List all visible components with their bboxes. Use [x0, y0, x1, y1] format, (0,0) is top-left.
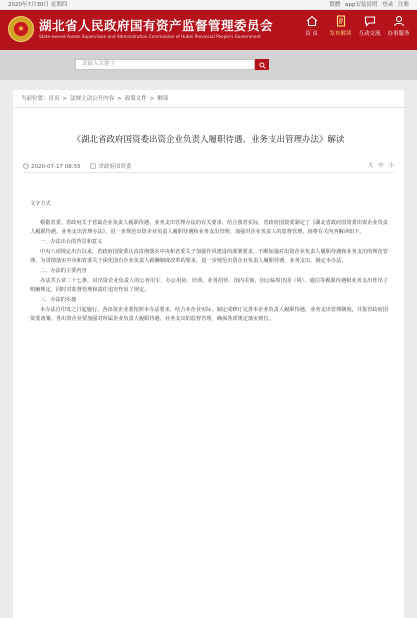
nav-release-interpretation[interactable] — [326, 15, 355, 37]
nav-home[interactable] — [297, 15, 326, 37]
article-paragraph: 本办法自印发之日起施行。各出资企业要按照本办法要求，结合本企业实际，制定或修订完善本企业负责人履职待遇、业务支出管理制度，并报省政府国资委备案。各出资企业要加强对所属企业负责人履职待遇、业务支出的监督管理，确保各项规定落实到位。 — [30, 307, 388, 322]
home-icon — [306, 15, 318, 27]
site-title: 湖北省人民政府国有资产监督管理委员会 — [39, 18, 274, 33]
breadcrumb-policy-docs[interactable]: 政策文件 — [124, 96, 147, 102]
font-size-small[interactable]: 小 — [388, 163, 394, 169]
current-date: 2020年7月30日 星期四 — [8, 2, 68, 8]
nav-release-interpretation-label: 发布解读 — [329, 31, 352, 37]
article-source: 省政府国资委 — [98, 164, 132, 170]
breadcrumb-separator: > — [117, 96, 122, 102]
publish-date: 2020-07-17 08:55 — [31, 164, 81, 170]
search-button[interactable] — [255, 59, 269, 70]
article-meta — [23, 162, 131, 170]
clock-icon — [23, 163, 29, 169]
chat-icon — [364, 15, 376, 27]
nav-interaction-label: 互动交流 — [358, 31, 381, 37]
search-input[interactable]: 请输入关键字 — [75, 59, 255, 70]
nav-home-label: 首 页 — [305, 31, 318, 37]
breadcrumb-separator: > — [62, 96, 68, 102]
breadcrumb-disclosure[interactable]: 法规主动公开内容 — [70, 96, 115, 102]
article-paragraph: 一、办法出台的背景和意义 — [40, 239, 103, 245]
nav-services-label: 办事服务 — [387, 31, 410, 37]
site-subtitle: State-owned Assets Supervision and Administration Commission of Hubei Provincial People's Government — [39, 34, 261, 39]
font-size-medium[interactable]: 中 — [378, 163, 384, 169]
text-mode-label: 文字方式 — [30, 201, 51, 207]
national-emblem-logo: ★ — [8, 16, 34, 42]
nav-services[interactable] — [384, 15, 413, 37]
service-icon — [393, 15, 405, 27]
site-header — [0, 10, 417, 50]
article-paragraph: 二、办法的主要内容 — [40, 268, 87, 274]
article-paragraph: 中央八项规定出台以来，省政府国资委认真贯彻落实中央和省委关于加强作风建设的部署要求，不断加强对出资企业负责人履职待遇和业务支出的规范管理。为贯彻落实中央和省委关于深化国有企业负责人薪酬制度改革的要求，进一步规范出资企业负责人履职待遇、业务支出，制定本办法。 — [30, 249, 388, 264]
font-size-controls — [365, 161, 394, 169]
article-body — [30, 200, 388, 325]
search-bar — [0, 50, 417, 80]
traditional-chinese-link[interactable]: 繁體 — [329, 2, 341, 8]
login-link[interactable]: 登录 — [382, 2, 394, 8]
article-title: 《湖北省政府国资委出资企业负责人履职待遇、业务支出管理办法》解读 — [72, 135, 345, 145]
search-icon — [255, 62, 269, 69]
article-paragraph: 办法共五章二十七条，对出资企业负责人的公务用车、办公用房、培训、业务招待、国内差旅、因公临时出国（境）、通信等履职待遇和业务支出作出了明确规定，同时对监督管理和责任追究作出了规定。 — [30, 278, 388, 293]
main-nav — [297, 15, 413, 37]
nav-interaction[interactable] — [355, 15, 384, 37]
breadcrumb-home[interactable]: 首页 — [48, 96, 60, 102]
breadcrumb-prefix: 当前位置： — [21, 96, 49, 102]
article-paragraph: 根据省委、省政府关于省属企业负责人履职待遇、业务支出管理办法的有关要求，结合我省实际，省政府国资委制定了《湖北省政府国资委出资企业负责人履职待遇、业务支出管理办法》，进一步规范出资企业负责人履职待遇和业务支出管理，加强对企业负责人的监督管理，现将有关内容解读如下。 — [30, 220, 388, 235]
source-icon — [90, 163, 96, 169]
top-utility-bar — [0, 0, 417, 10]
article-paragraph: 三、办法的实施 — [40, 297, 77, 303]
utility-links — [326, 0, 409, 10]
breadcrumb-separator: > — [149, 96, 155, 102]
meta-divider — [23, 172, 394, 173]
font-size-large[interactable]: 大 — [367, 163, 374, 169]
app-install-link[interactable]: app安装说明 — [345, 2, 378, 8]
content-panel — [13, 90, 404, 618]
breadcrumb — [13, 90, 404, 108]
breadcrumb-interpretation[interactable]: 解读 — [157, 96, 169, 102]
register-link[interactable]: 注册 — [397, 2, 409, 8]
document-icon — [335, 15, 347, 27]
